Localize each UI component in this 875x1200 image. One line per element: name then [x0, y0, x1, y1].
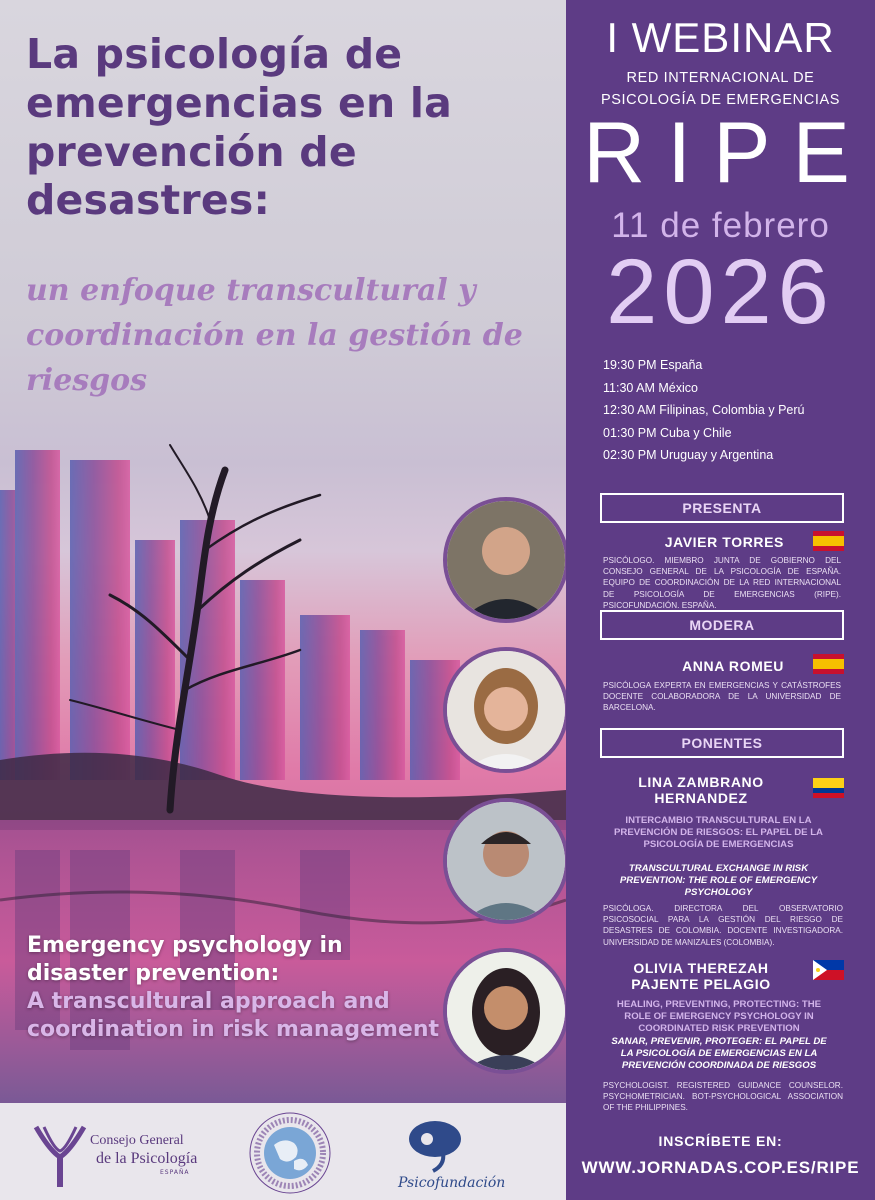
english-title — [27, 932, 447, 1044]
registration-url[interactable]: WWW.JORNADAS.COP.ES/RIPE — [581, 1158, 860, 1177]
english-title-line2: A transcultural approach and coordination in risk management — [27, 988, 440, 1042]
main-title: La psicología de emergencias en la prevención de desastres: — [26, 30, 452, 225]
moderator-name: ANNA ROMEU — [682, 658, 784, 674]
speaker1-name-line1: LINA ZAMBRANO — [638, 774, 764, 790]
english-title-line1: Emergency psychology in disaster prevention: — [27, 933, 343, 986]
speaker2-bio: PSYCHOLOGIST. REGISTERED GUIDANCE COUNSELOR. PSYCHOMETRICIAN. BOT-PSYCHOLOGICAL ASSOCIATION OF THE PHILIPPINES. — [603, 1081, 843, 1113]
schedule-item: 01:30 PM Cuba y Chile — [603, 425, 732, 440]
psicofundacion-logo-text: Psicofundación — [398, 1175, 506, 1191]
speaker1-name — [606, 774, 796, 806]
network-name-line1: RED INTERNACIONAL DE — [626, 70, 815, 86]
presenter-name: JAVIER TORRES — [664, 534, 784, 550]
cgp-logo-line1: Consejo General — [90, 1133, 184, 1148]
speaker1-photo — [443, 798, 566, 924]
schedule-item: 11:30 AM México — [603, 380, 698, 395]
schedule-item: 02:30 PM Uruguay y Argentina — [603, 448, 774, 463]
schedule-item: 19:30 PM España — [603, 358, 703, 372]
speaker2-photo — [443, 948, 566, 1074]
psicofundacion-logo-icon — [403, 1117, 467, 1173]
philippines-flag-icon — [813, 960, 844, 980]
presenter-bio: PSICÓLOGO. MIEMBRO JUNTA DE GOBIERNO DEL CONSEJO GENERAL DE LA PSICOLOGÍA DE ESPAÑA. EQUIPO DE COORDINACIÓN DE LA RED INTERNACIONAL DE PSICOLOGÍA DE EMERGENCIAS (RIPE). PSICOFUNDACIÓN. ESPAÑA. — [603, 556, 841, 610]
ripe-globe-logo — [238, 1109, 342, 1197]
network-acronym: RIPE — [583, 105, 872, 201]
cgp-logo-icon — [30, 1121, 90, 1189]
speaker2-name-line1: OLIVIA THEREZAH — [633, 960, 769, 976]
speaker2-name — [606, 960, 796, 992]
registration-label: INSCRÍBETE EN: — [658, 1133, 783, 1149]
network-name-line2: PSICOLOGÍA DE EMERGENCIAS — [601, 92, 840, 108]
cgp-logo-line3: ESPAÑA — [160, 1169, 190, 1176]
poster-right-panel — [566, 0, 875, 1200]
event-year: 2026 — [606, 241, 835, 343]
section-presenta: PRESENTA — [600, 493, 844, 523]
webinar-label: I WEBINAR — [606, 14, 835, 61]
section-ponentes: PONENTES — [600, 728, 844, 758]
footer-logos — [0, 1103, 566, 1200]
speaker1-talk-title-alt: TRANSCULTURAL EXCHANGE IN RISK PREVENTION: THE ROLE OF EMERGENCY PSYCHOLOGY — [619, 863, 818, 898]
schedule-list — [603, 354, 873, 467]
speaker2-name-line2: PAJENTE PELAGIO — [631, 976, 771, 992]
event-date: 11 de febrero — [611, 206, 830, 245]
schedule-item: 12:30 AM Filipinas, Colombia y Perú — [603, 403, 805, 418]
section-modera: MODERA — [600, 610, 844, 640]
cgp-logo-line2: de la Psicología — [96, 1150, 198, 1167]
spain-flag-icon — [813, 654, 844, 674]
speaker1-bio: PSICÓLOGA. DIRECTORA DEL OBSERVATORIO PSICOSOCIAL PARA LA GESTIÓN DEL RIESGO DE DESASTRES DE COLOMBIA. DOCENTE INVESTIGADORA. UNIVERSIDAD DE MANIZALES (COLOMBIA). — [603, 904, 843, 947]
speaker1-talk-title: INTERCAMBIO TRANSCULTURAL EN LA PREVENCIÓN DE RIESGOS: EL PAPEL DE LA PSICOLOGÍA DE EMERGENCIAS — [614, 815, 823, 850]
speaker2-talk-title-alt: SANAR, PREVENIR, PROTEGER: EL PAPEL DE LA PSICOLOGÍA DE EMERGENCIAS EN LA PREVENCIÓN COORDINADA DE RIESGOS — [611, 1036, 827, 1071]
colombia-flag-icon — [813, 778, 844, 798]
moderator-bio: PSICÓLOGA EXPERTA EN EMERGENCIAS Y CATÁSTROFES DOCENTE COLABORADORA DE LA UNIVERSIDAD DE BARCELONA. — [603, 681, 841, 713]
speaker2-talk-title: HEALING, PREVENTING, PROTECTING: THE ROLE OF EMERGENCY PSYCHOLOGY IN COORDINATED RISK PREVENTION — [616, 999, 822, 1034]
spain-flag-icon — [813, 531, 844, 551]
speaker1-name-line2: HERNANDEZ — [654, 790, 748, 806]
presenter-photo — [443, 497, 566, 623]
subtitle: un enfoque transcultural y coordinación en la gestión de riesgos — [26, 273, 523, 398]
moderator-photo — [443, 647, 566, 773]
